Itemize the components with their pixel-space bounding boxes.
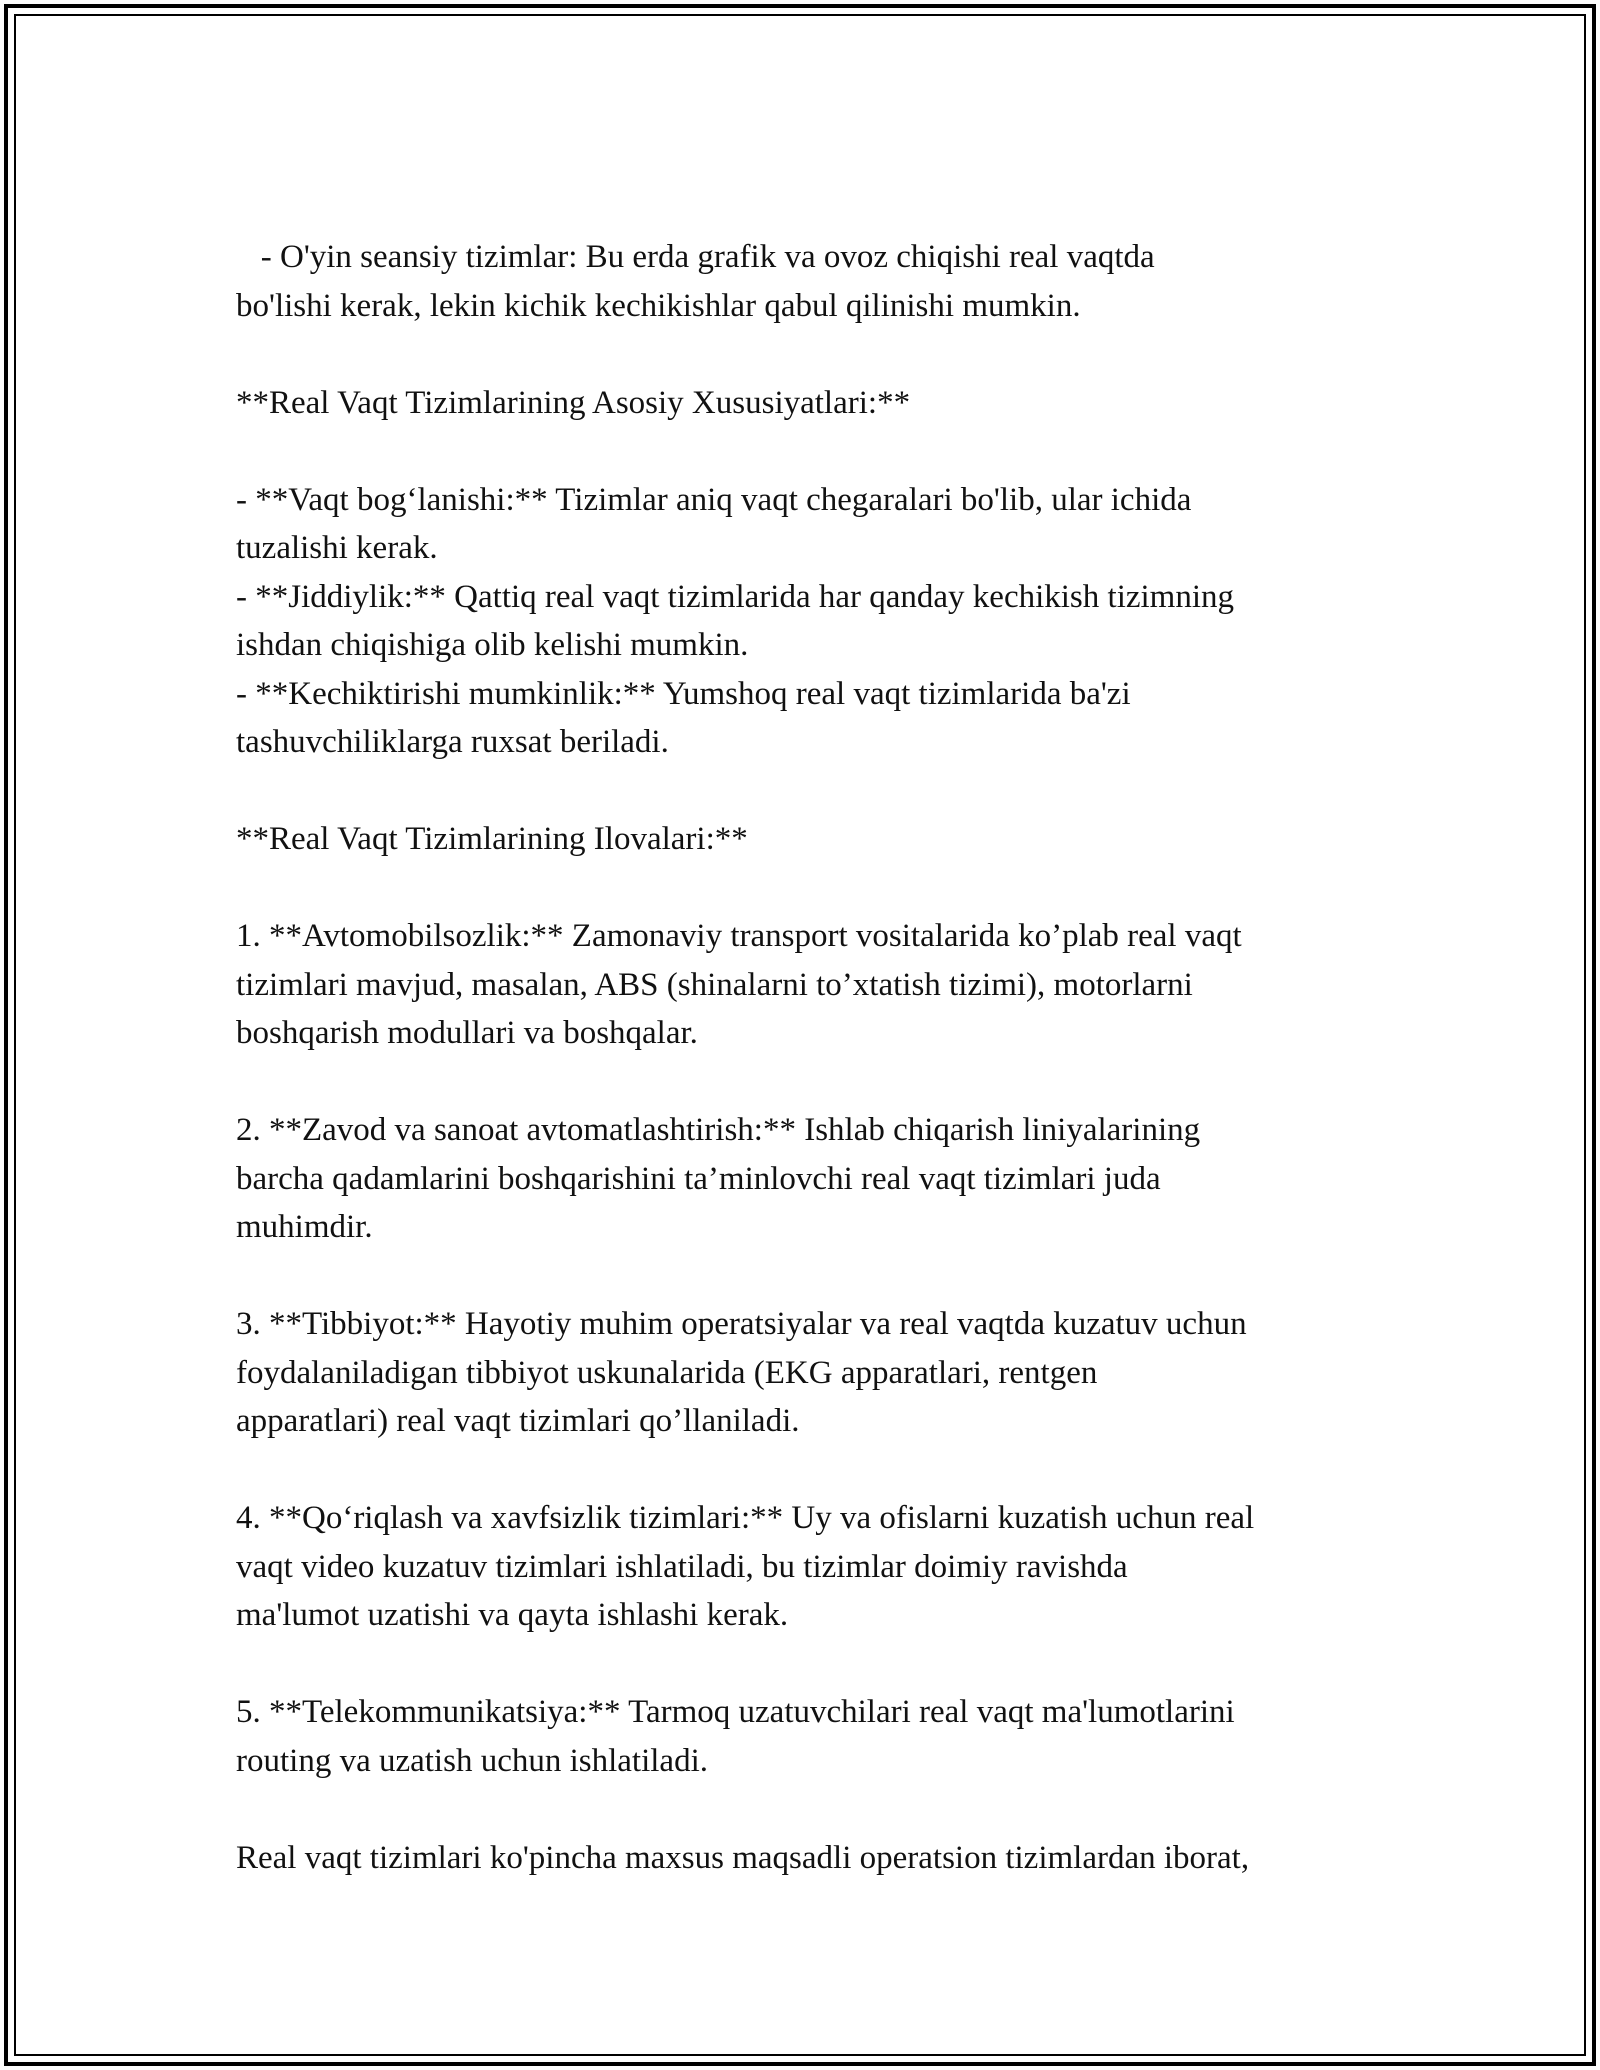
text-line: 4. **Qo‘riqlash va xavfsizlik tizimlari:** Uy va ofislarni kuzatish uchun real — [236, 1500, 1255, 1536]
text-line: 5. **Telekommunikatsiya:** Tarmoq uzatuvchilari real vaqt ma'lumotlarini — [236, 1694, 1235, 1730]
text-line: 2. **Zavod va sanoat avtomatlashtirish:** Ishlab chiqarish liniyalarining — [236, 1112, 1201, 1148]
text-line: routing va uzatish uchun ishlatiladi. — [236, 1742, 708, 1779]
blank-line — [236, 1446, 1396, 1495]
text-line: - **Kechiktirishi mumkinlik:** Yumshoq real vaqt tizimlarida ba'zi — [236, 675, 1131, 712]
text-line: 3. **Tibbiyot:** Hayotiy muhim operatsiyalar va real vaqtda kuzatuv uchun — [236, 1306, 1247, 1342]
blank-line — [236, 1785, 1396, 1834]
text-line: tashuvchiliklarga ruxsat beriladi. — [236, 724, 669, 760]
text-line: - **Vaqt bog‘lanishi:** Tizimlar aniq vaqt chegaralari bo'lib, ular ichida — [236, 481, 1192, 518]
blank-line — [236, 1252, 1396, 1301]
text-line: ishdan chiqishiga olib kelishi mumkin. — [236, 627, 749, 663]
text-line: bo'lishi kerak, lekin kichik kechikishlar qabul qilinishi mumkin. — [236, 287, 1081, 324]
text-line: vaqt video kuzatuv tizimlari ishlatiladi, bu tizimlar doimiy ravishda — [236, 1548, 1128, 1585]
text-line: Real vaqt tizimlari ko'pincha maxsus maqsadli operatsion tizimlardan iborat, — [236, 1839, 1250, 1876]
blank-line — [236, 767, 1396, 816]
text-line: boshqarish modullari va boshqalar. — [236, 1015, 698, 1051]
text-line: - **Jiddiylik:** Qattiq real vaqt tizimlarida har qanday kechikish tizimning — [236, 578, 1235, 615]
text-line: apparatlari) real vaqt tizimlari qo’llaniladi. — [236, 1403, 800, 1439]
document-body — [236, 233, 1396, 1882]
blank-line — [236, 864, 1396, 913]
blank-line — [236, 1058, 1396, 1107]
text-line: ma'lumot uzatishi va qayta ishlashi kerak. — [236, 1597, 789, 1633]
blank-line — [236, 427, 1396, 476]
text-line: 1. **Avtomobilsozlik:** Zamonaviy transport vositalarida ko’plab real vaqt — [236, 918, 1242, 954]
text-line: tizimlari mavjud, masalan, ABS (shinalarni to’xtatish tizimi), motorlarni — [236, 966, 1193, 1003]
section-heading: **Real Vaqt Tizimlarining Asosiy Xususiyatlari:** — [236, 384, 911, 421]
section-heading: **Real Vaqt Tizimlarining Ilovalari:** — [236, 821, 748, 857]
text-line: - O'yin seansiy tizimlar: Bu erda grafik va ovoz chiqishi real vaqtda — [236, 239, 1155, 275]
blank-line — [236, 1640, 1396, 1689]
text-line: tuzalishi kerak. — [236, 530, 438, 566]
text-line: muhimdir. — [236, 1209, 373, 1245]
text-line: barcha qadamlarini boshqarishini ta’minlovchi real vaqt tizimlari juda — [236, 1160, 1161, 1197]
blank-line — [236, 330, 1396, 379]
text-line: foydalaniladigan tibbiyot uskunalarida (EKG apparatlari, rentgen — [236, 1354, 1098, 1391]
